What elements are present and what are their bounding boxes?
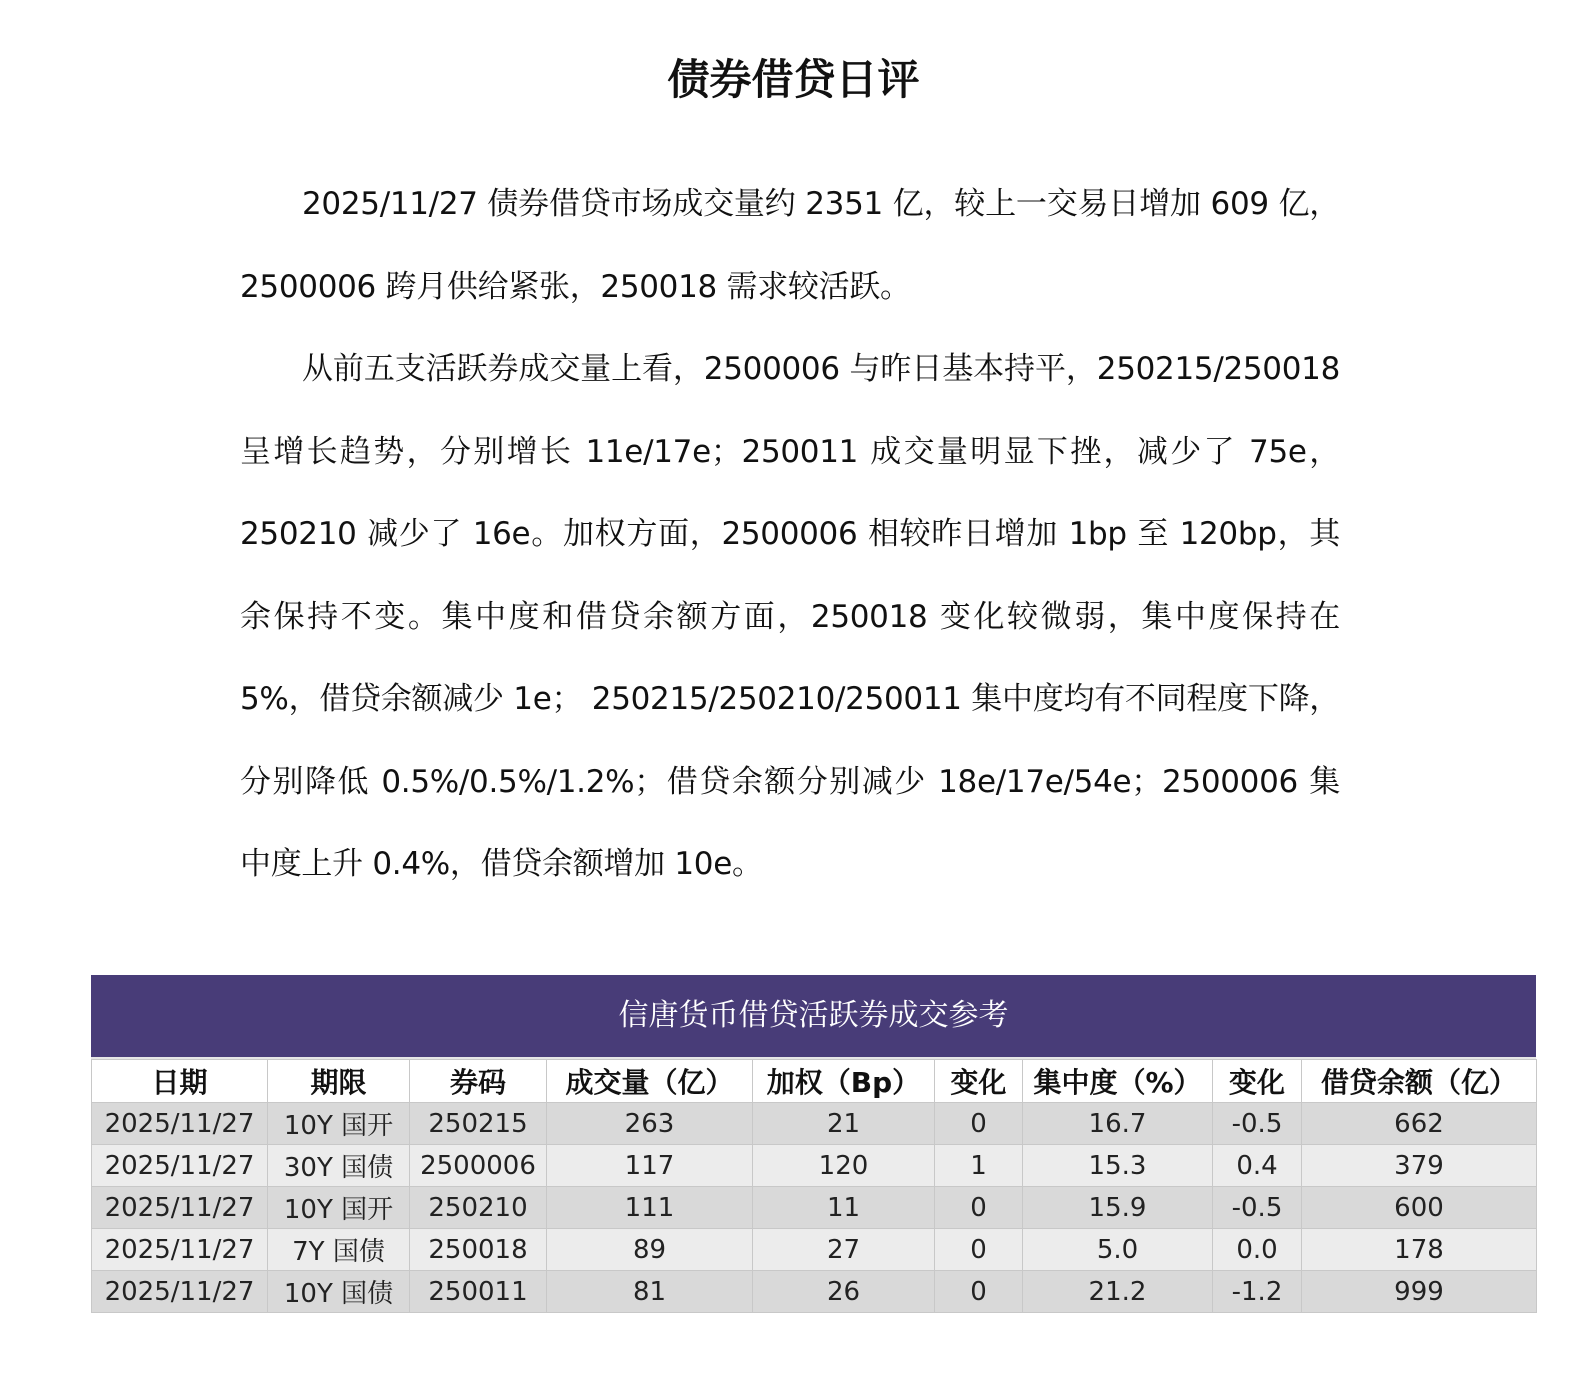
cell-concentration: 15.9 [1023,1187,1213,1229]
cell-rate-change: 0 [935,1187,1023,1229]
cell-outstanding-balance: 662 [1302,1103,1537,1145]
table-row [92,1271,1537,1313]
cell-volume: 89 [547,1229,753,1271]
cell-outstanding-balance: 600 [1302,1187,1537,1229]
cell-date: 2025/11/27 [92,1271,268,1313]
table-row [92,1103,1537,1145]
column-header-bond-code: 券码 [410,1060,547,1103]
cell-tenor: 7Y 国债 [268,1229,410,1271]
cell-outstanding-balance: 178 [1302,1229,1537,1271]
table-header-row [92,1060,1537,1103]
column-header-weighted-rate: 加权（Bp） [753,1060,935,1103]
cell-date: 2025/11/27 [92,1145,268,1187]
column-header-concentration-change: 变化 [1213,1060,1302,1103]
cell-volume: 111 [547,1187,753,1229]
cell-bond-code: 250210 [410,1187,547,1229]
cell-volume: 81 [547,1271,753,1313]
cell-concentration-change: 0.0 [1213,1229,1302,1271]
cell-bond-code: 250018 [410,1229,547,1271]
active-bonds-table [91,975,1536,1313]
cell-weighted-rate: 26 [753,1271,935,1313]
table-row [92,1229,1537,1271]
table-row [92,1145,1537,1187]
cell-rate-change: 0 [935,1229,1023,1271]
cell-tenor: 10Y 国开 [268,1103,410,1145]
cell-rate-change: 0 [935,1271,1023,1313]
cell-concentration: 21.2 [1023,1271,1213,1313]
cell-weighted-rate: 120 [753,1145,935,1187]
cell-bond-code: 250011 [410,1271,547,1313]
cell-outstanding-balance: 999 [1302,1271,1537,1313]
cell-concentration-change: -1.2 [1213,1271,1302,1313]
summary-paragraph: 2025/11/27 债券借贷市场成交量约 2351 亿，较上一交易日增加 609 亿，2500006 跨月供给紧张，250018 需求较活跃。 [240,186,1340,305]
column-header-rate-change: 变化 [935,1060,1023,1103]
column-header-tenor: 期限 [268,1060,410,1103]
cell-tenor: 10Y 国开 [268,1187,410,1229]
report-body [240,163,1340,906]
column-header-date: 日期 [92,1060,268,1103]
data-table [91,1059,1537,1313]
cell-bond-code: 250215 [410,1103,547,1145]
cell-tenor: 10Y 国债 [268,1271,410,1313]
cell-volume: 117 [547,1145,753,1187]
cell-bond-code: 2500006 [410,1145,547,1187]
cell-weighted-rate: 21 [753,1103,935,1145]
column-header-outstanding-balance: 借贷余额（亿） [1302,1060,1537,1103]
cell-weighted-rate: 11 [753,1187,935,1229]
cell-date: 2025/11/27 [92,1103,268,1145]
cell-date: 2025/11/27 [92,1187,268,1229]
analysis-paragraph: 从前五支活跃券成交量上看，2500006 与昨日基本持平，250215/250018 呈增长趋势，分别增长 11e/17e；250011 成交量明显下挫，减少了 75e，250210 减少了 16e。加权方面，2500006 相较昨日增加 1bp 至 120bp，其余保持不变。集中度和借贷余额方面，250018 变化较微弱，集中度保持在 5%，借贷余额减少 1e； 250215/250210/250011 集中度均有不同程度下降，分别降低 0.5%/0.5%/1.2%；借贷余额分别减少 18e/17e/54e；2500006 集中度上升 0.4%，借贷余额增加 10e。 [240,351,1340,882]
table-caption: 信唐货币借贷活跃券成交参考 [91,975,1536,1059]
cell-concentration-change: -0.5 [1213,1187,1302,1229]
cell-date: 2025/11/27 [92,1229,268,1271]
table-row [92,1187,1537,1229]
column-header-volume: 成交量（亿） [547,1060,753,1103]
column-header-concentration: 集中度（%） [1023,1060,1213,1103]
cell-rate-change: 1 [935,1145,1023,1187]
document-title: 债券借贷日评 [667,55,920,104]
cell-tenor: 30Y 国债 [268,1145,410,1187]
cell-outstanding-balance: 379 [1302,1145,1537,1187]
cell-concentration: 5.0 [1023,1229,1213,1271]
cell-rate-change: 0 [935,1103,1023,1145]
cell-concentration-change: -0.5 [1213,1103,1302,1145]
cell-concentration: 16.7 [1023,1103,1213,1145]
cell-volume: 263 [547,1103,753,1145]
cell-weighted-rate: 27 [753,1229,935,1271]
cell-concentration: 15.3 [1023,1145,1213,1187]
cell-concentration-change: 0.4 [1213,1145,1302,1187]
